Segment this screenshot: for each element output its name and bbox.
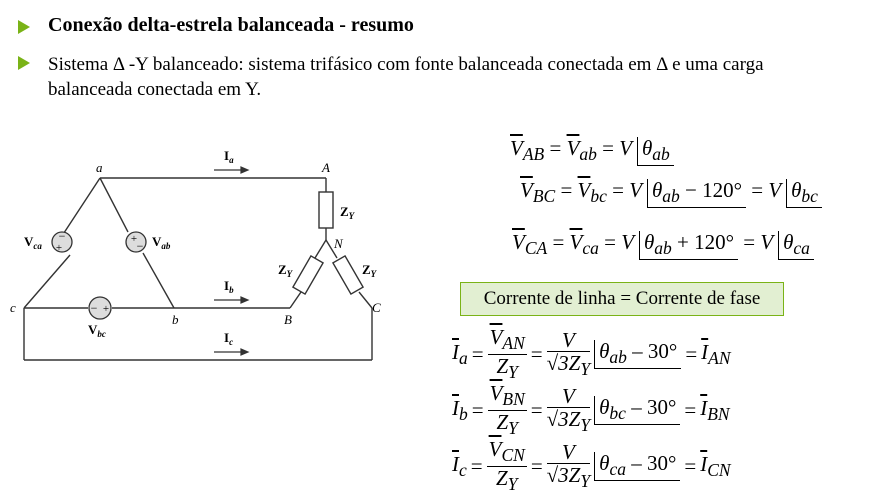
svg-text:−: − <box>136 239 144 253</box>
slide-title: Conexão delta-estrela balanceada - resumo <box>48 14 414 36</box>
node-c-label: c <box>10 300 16 315</box>
eq-ib: $\overline{I}_b$ = $\frac{\overline{V}_{BN}}{Z_Y}$ = $\frac{V}{√3Z_Y}$ $\theta_{bc} - 30^\circ$ = $\overline{I}_{BN}$ <box>452 381 730 439</box>
bullet-marker-1 <box>18 20 30 34</box>
bullet-marker-2 <box>18 56 30 70</box>
svg-text:+: + <box>55 242 63 254</box>
node-B-label: B <box>284 312 292 327</box>
node-C-label: C <box>372 300 381 315</box>
svg-text:−: − <box>58 229 66 243</box>
eq-vbc: $\overline{V}_{BC} = \overline{V}_{bc} = V$ $\theta_{ab} - 120^\circ = V$ $\theta_{bc}$ <box>520 178 822 208</box>
vca-label: $V_{ca}$ <box>24 234 42 251</box>
node-b-label: b <box>172 312 179 327</box>
zy-label-1: $Z_Y$ <box>340 204 355 221</box>
vbc-label: $V_{bc}$ <box>88 322 106 339</box>
node-a-label: a <box>96 160 103 175</box>
current-ia-label: $I_a$ <box>224 148 234 165</box>
intro-text: Sistema Δ -Y balanceado: sistema trifásico com fonte balanceada conectada em Δ e uma carga balanceada conectada em Y. <box>48 54 764 100</box>
callout-line-phase-current: Corrente de linha = Corrente de fase <box>460 282 784 316</box>
circuit-diagram <box>0 130 400 370</box>
eq-vca: $\overline{V}_{CA} = \overline{V}_{ca} = V$ $\theta_{ab} + 120^\circ = V$ $\theta_{ca}$ <box>512 230 814 260</box>
current-ib-label: $I_b$ <box>224 278 234 295</box>
current-ic-label: $I_c$ <box>224 330 234 347</box>
svg-text:+: + <box>102 303 110 315</box>
node-A-label: A <box>322 160 330 175</box>
eq-vab: $\overline{V}_{AB} = \overline{V}_{ab} = V$ $\theta_{ab}$ <box>510 136 674 166</box>
node-N-label: N <box>334 236 343 251</box>
source-vab <box>126 232 146 253</box>
vab-label: $V_{ab}$ <box>152 234 171 251</box>
eq-ia: $\overline{I}_a$ = $\frac{\overline{V}_{AN}}{Z_Y}$ = $\frac{V}{√3Z_Y}$ $\theta_{ab} - 30^\circ$ = $\overline{I}_{AN}$ <box>452 325 731 383</box>
svg-text:+: + <box>130 233 138 245</box>
eq-ic: $\overline{I}_c$ = $\frac{\overline{V}_{CN}}{Z_Y}$ = $\frac{V}{√3Z_Y}$ $\theta_{ca} - 30^\circ$ = $\overline{I}_{CN}$ <box>452 437 731 495</box>
source-vca <box>52 229 72 254</box>
zy-label-2: $Z_Y$ <box>278 262 293 279</box>
source-vbc <box>89 297 111 319</box>
svg-text:−: − <box>90 301 98 315</box>
zy-label-3: $Z_Y$ <box>362 262 377 279</box>
